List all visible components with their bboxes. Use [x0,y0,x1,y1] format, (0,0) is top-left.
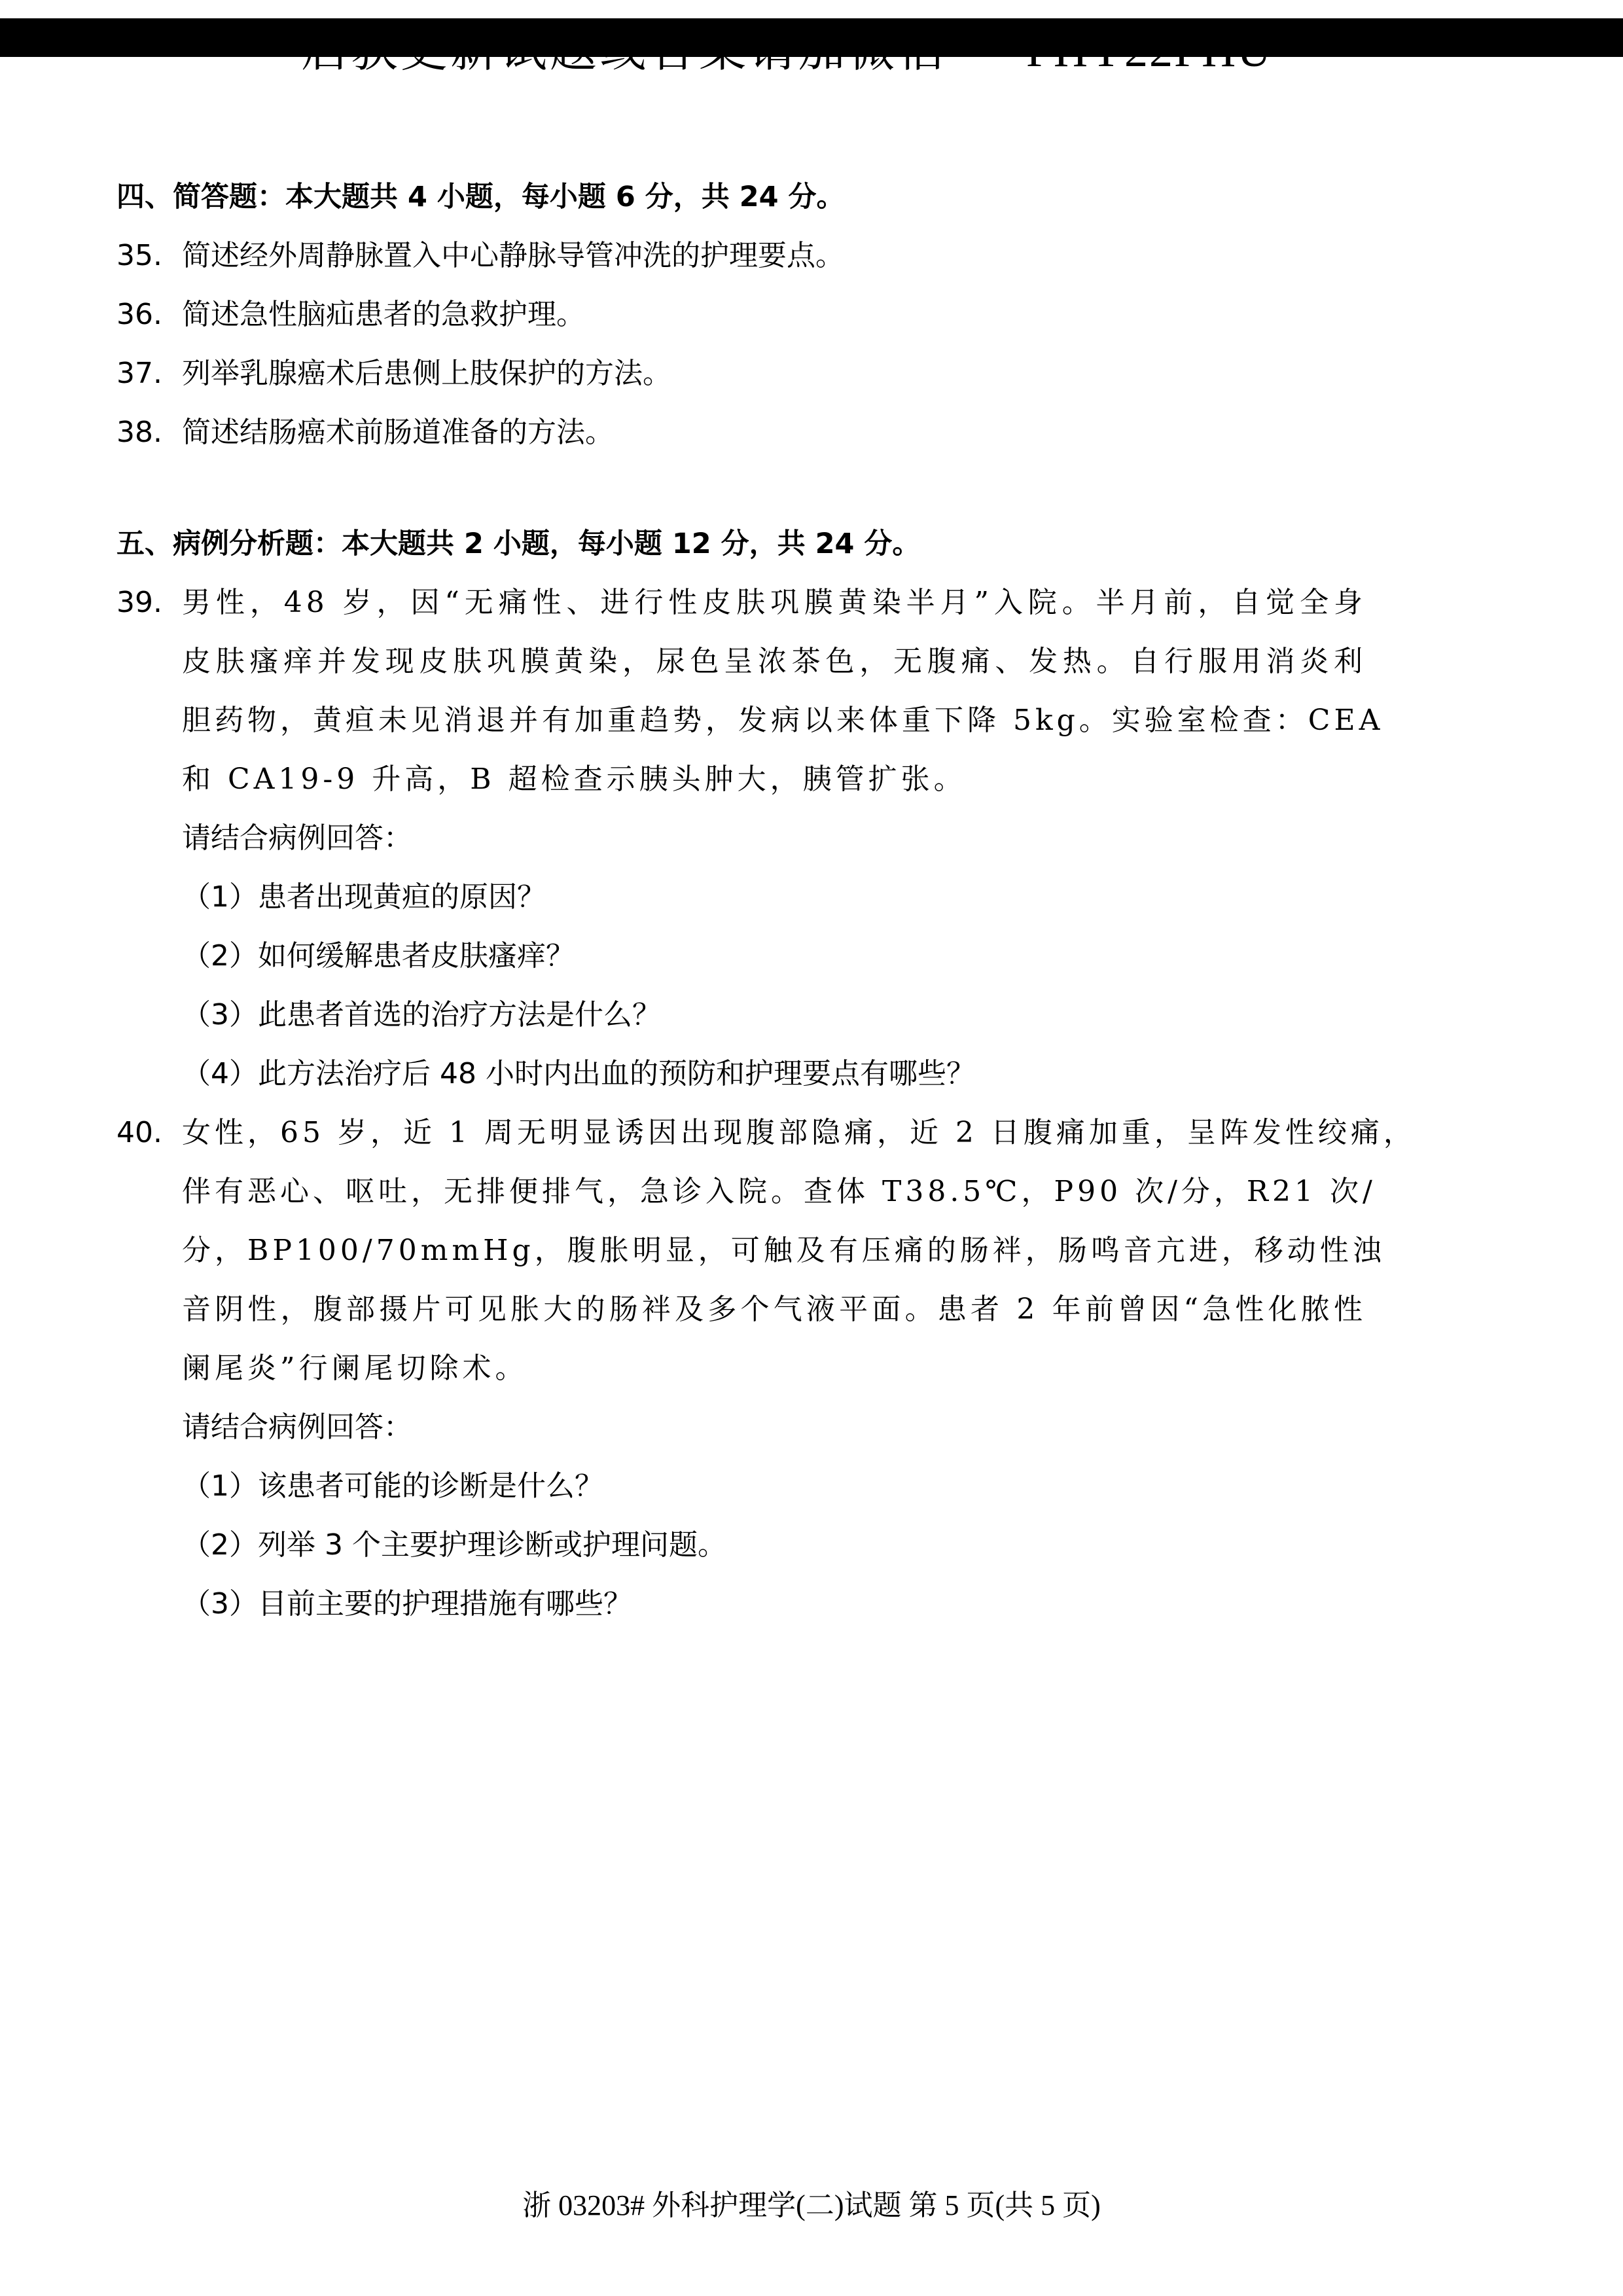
case-text: 男性，48 岁，因“无痛性、进行性皮肤巩膜黄染半月”入院。半月前，自觉全身 [182,586,1366,619]
question-number: 35. [116,239,162,272]
question-number: 38. [116,416,162,449]
case-prompt: 请结合病例回答： [182,1410,412,1444]
case-text: 皮肤瘙痒并发现皮肤巩膜黄染，尿色呈浓茶色，无腹痛、发热。自行服用消炎利 [182,645,1366,678]
case-line [116,1280,1366,1339]
question-37 [116,344,1366,403]
question-text: 列举乳腺癌术后患侧上肢保护的方法。 [182,357,671,390]
question-text: 简述急性脑疝患者的急救护理。 [182,298,585,331]
sub-question: （2）列举 3 个主要护理诊断或护理问题。 [182,1528,726,1562]
case-prompt: 请结合病例回答： [182,821,412,855]
sub-question: （3）目前主要的护理措施有哪些？ [182,1587,632,1621]
sub-question: （1）该患者可能的诊断是什么？ [182,1469,603,1503]
question-36 [116,285,1366,344]
question-35 [116,226,1366,285]
case-text: 女性，65 岁，近 1 周无明显诱因出现腹部隐痛，近 2 日腹痛加重，呈阵发性绞痛， [182,1116,1416,1149]
watermark-text: 启获更新试题或答案请加微信 [301,22,948,77]
case-number: 40. [116,1116,162,1149]
case-text: 伴有恶心、呕吐，无排便排气，急诊入院。查体 T38.5℃，P90 次/分，R21 次/ [182,1175,1376,1208]
sub-question: （3）此患者首选的治疗方法是什么？ [182,998,661,1031]
case-line [116,691,1384,750]
page-footer: 浙 03203# 外科护理学(二)试题 第 5 页(共 5 页) [522,2189,1101,2221]
header-watermark [301,22,1348,77]
sub-question: （2）如何缓解患者皮肤瘙痒？ [182,939,575,973]
case-line [116,1103,1416,1162]
case-text: 音阴性，腹部摄片可见胀大的肠袢及多个气液平面。患者 2 年前曾因“急性化脓性 [182,1293,1366,1326]
case-line [116,1339,1366,1398]
case-line [116,632,1366,691]
exam-page-content [116,168,1416,1634]
section-heading-case-analysis: 五、病例分析题：本大题共 2 小题，每小题 12 分，共 24 分。 [116,528,921,560]
question-text: 简述结肠癌术前肠道准备的方法。 [182,416,614,449]
sub-question: （1）患者出现黄疸的原因？ [182,880,546,914]
case-line [116,1221,1385,1280]
question-number: 36. [116,298,162,331]
question-number: 37. [116,357,162,390]
section-spacer [116,462,1366,514]
watermark-code: PHY22PHU [1026,24,1273,77]
question-text: 简述经外周静脉置入中心静脉导管冲洗的护理要点。 [182,239,844,272]
case-text: 胆药物，黄疸未见消退并有加重趋势，发病以来体重下降 5kg。实验室检查：CEA [182,704,1384,737]
question-38 [116,403,1366,462]
case-number: 39. [116,586,162,619]
case-line [116,573,1366,632]
case-text: 阑尾炎”行阑尾切除术。 [182,1352,528,1385]
section-heading-short-answer: 四、简答题：本大题共 4 小题，每小题 6 分，共 24 分。 [116,181,845,213]
case-40 [116,1103,1416,1634]
case-39 [116,573,1384,1103]
case-text: 和 CA19-9 升高，B 超检查示胰头肿大，胰管扩张。 [182,762,967,796]
case-line [116,750,1366,809]
case-line [116,1162,1376,1221]
case-text: 分，BP100/70mmHg，腹胀明显，可触及有压痛的肠袢，肠鸣音亢进，移动性浊 [182,1234,1385,1267]
sub-question: （4）此方法治疗后 48 小时内出血的预防和护理要点有哪些？ [182,1057,975,1090]
